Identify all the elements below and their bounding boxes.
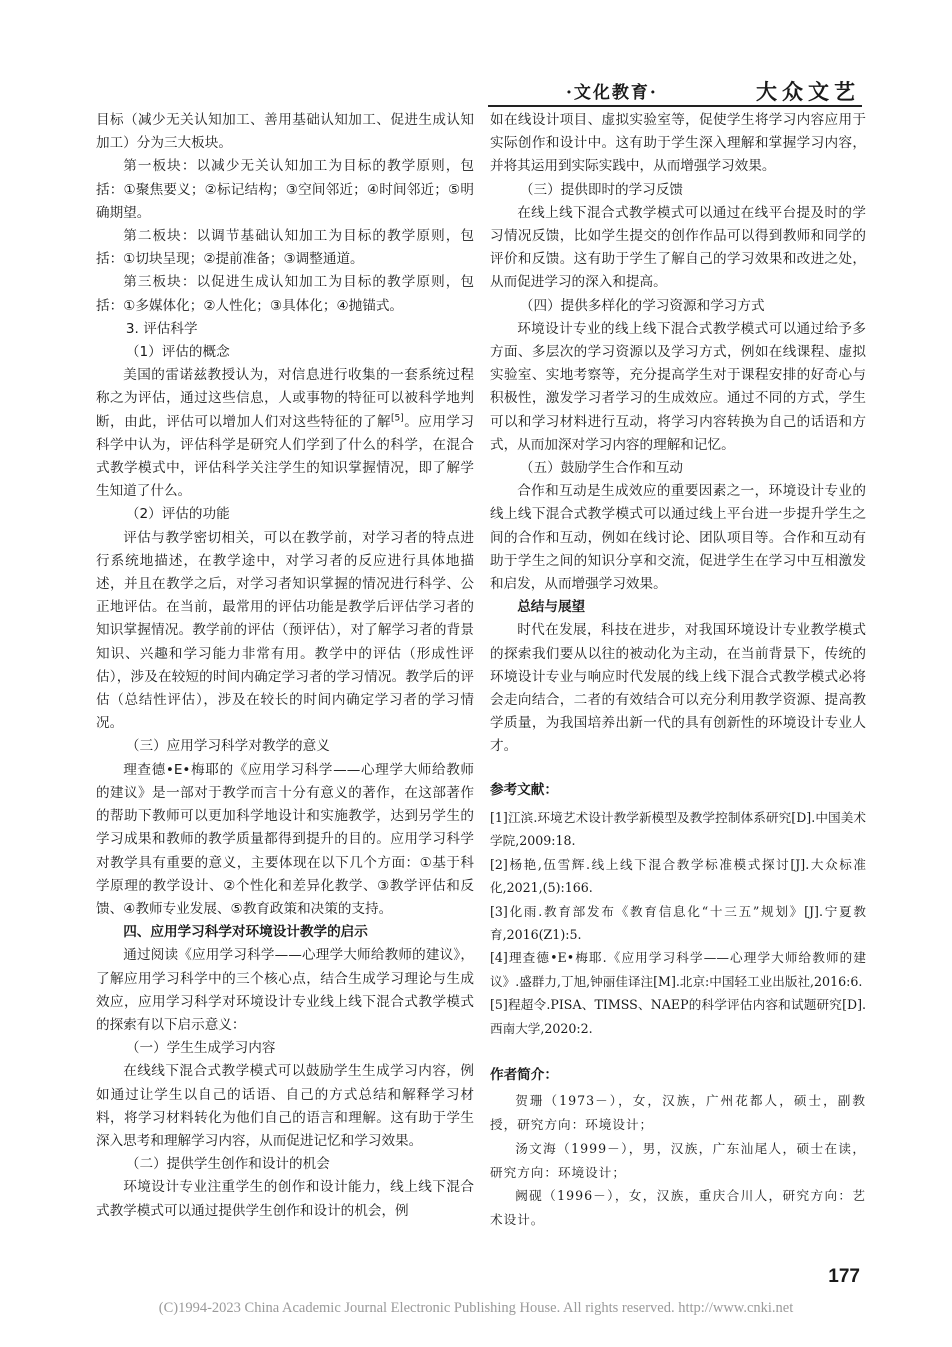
- paragraph: 环境设计专业的线上线下混合式教学模式可以通过给予多方面、多层次的学习资源以及学习方式，例如在线课程、虚拟实验室、实地考察等，充分提高学生对于课程安排的好奇心与积极性，激发学习者学习的生成效应。通过不同的方式，学生可以和学习材料进行互动，将学习内容转换为自己的话语和方式，从而加深对学习内容的理解和记忆。: [490, 320, 866, 453]
- subsection-heading: （1）评估的概念: [125, 344, 230, 361]
- author-bio-item: 阙砚（1996－），女，汉族，重庆合川人，研究方向：艺术设计。: [490, 1188, 866, 1228]
- author-bio-item: 汤文海（1999－），男，汉族，广东汕尾人，硕士在读，研究方向：环境设计；: [490, 1140, 866, 1180]
- references-list: [490, 806, 866, 1040]
- author-bio-item: 贺珊（1973－），女，汉族，广州花都人，硕士，副教授，研究方向：环境设计；: [490, 1093, 866, 1132]
- section-label: ·文化教育·: [566, 83, 658, 103]
- subsection-heading: （2）评估的功能: [125, 506, 230, 523]
- subsection-heading: 3. 评估科学: [125, 320, 198, 337]
- section-heading: 四、应用学习科学对环境设计教学的启示: [123, 924, 368, 941]
- citation-marker: [5]: [391, 413, 404, 424]
- reference-item: [3]化雨.教育部发布《教育信息化“十三五”规划》[J].宁夏教育,2016(Z1):5.: [490, 903, 866, 942]
- paragraph-text: 美国的雷诺兹教授认为，对信息进行收集的一套系统过程称之为评估，通过这些信息，人或事物的特征可以被科学地判断，由此，评估可以增加人们对这些特征的了解: [96, 367, 474, 430]
- paragraph: 环境设计专业注重学生的创作和设计能力，线上线下混合式教学模式可以通过提供学生创作和设计的机会，例: [96, 1179, 474, 1219]
- paragraph: 通过阅读《应用学习科学——心理学大师给教师的建议》，了解应用学习科学中的三个核心点，结合生成学习理论与生成效应，应用学习科学对环境设计专业线上线下混合式教学模式的探索有以下启示意义：: [96, 947, 474, 1033]
- subsection-heading: （三）应用学习科学对教学的意义: [125, 738, 330, 755]
- paragraph: 评估与教学密切相关，可以在教学前，对学习者的特点进行系统地描述，在教学途中，对学习者的反应进行具体地描述，并且在教学之后，对学习者知识掌握的情况进行科学、公正地评估。在当前，最常用的评估功能是教学后评估学习者的知识掌握情况。教学前的评估（预评估），对了解学习者的背景知识、兴趣和学习能力非常有用。教学中的评估（形成性评估），涉及在较短的时间内确定学习者的学习情况。教学后的评估（总结性评估），涉及在较长的时间内确定学习者的学习情况。: [96, 529, 474, 732]
- references-title: 参考文献：: [490, 781, 558, 798]
- subsection-heading: （二）提供学生创作和设计的机会: [125, 1156, 330, 1173]
- paragraph: 第二板块：以调节基础认知加工为目标的教学原则，包括：①切块呈现；②提前准备；③调整通道。: [96, 228, 474, 268]
- page-number: 177: [828, 1266, 860, 1287]
- reference-item: [5]程超令.PISA、TIMSS、NAEP的科学评估内容和试题研究[D].西南大学,2020:2.: [490, 997, 866, 1036]
- reference-item: [4]理查德•E•梅耶.《应用学习科学——心理学大师给教师的建议》.盛群力,丁旭,钟丽佳译注[M].北京:中国轻工业出版社,2016:6.: [490, 950, 866, 989]
- reference-item: [2]杨艳,伍雪辉.线上线下混合教学标准模式探讨[J].大众标准化,2021,(5):166.: [490, 856, 866, 896]
- copyright-notice: (C)1994-2023 China Academic Journal Electronic Publishing House. All rights reserved. http://www.cnki.net: [158, 1300, 794, 1316]
- paragraph: 如在线设计项目、虚拟实验室等，促使学生将学习内容应用于实际创作和设计中。这有助于学生深入理解和掌握学习内容，并将其运用到实际实践中，从而增强学习效果。: [490, 112, 866, 175]
- paragraph: 理查德•E•梅耶的《应用学习科学——心理学大师给教师的建议》是一部对于教学而言十分有意义的著作，在这部著作的帮助下教师可以更加科学地设计和实施教学，达到另学生的学习成果和教师的教学质量都得到提升的目的。应用学习科学对教学具有重要的意义，主要体现在以下几个方面：①基于科学原理的教学设计、②个性化和差异化教学、③教学评估和反馈、④教师专业发展、⑤教育政策和决策的支持。: [96, 761, 474, 917]
- subsection-heading: （五）鼓励学生合作和互动: [519, 460, 684, 477]
- author-bio-title: 作者简介：: [490, 1066, 558, 1083]
- page-header: [560, 78, 860, 104]
- right-column: [490, 109, 866, 1232]
- magazine-title: 大众文艺: [756, 79, 860, 104]
- reference-item: [1]江滨.环境艺术设计教学新模型及教学控制体系研究[D].中国美术学院,2009:18.: [490, 809, 866, 849]
- paragraph: 时代在发展，科技在进步，对我国环境设计专业教学模式的探索我们要从以往的被动化为主动，在当前背景下，传统的环境设计专业与响应时代发展的线上线下混合式教学模式必将会走向结合，二者的有效结合可以充分利用教学资源、提高教学质量，为我国培养出新一代的具有创新性的环境设计专业人才。: [490, 622, 866, 755]
- right-column-body: [490, 109, 866, 759]
- author-bio-list: [490, 1089, 866, 1232]
- subsection-heading: （三）提供即时的学习反馈: [519, 181, 684, 198]
- paragraph: 目标（减少无关认知加工、善用基础认知加工、促进生成认知加工）分为三大板块。: [96, 112, 474, 152]
- section-heading: 总结与展望: [517, 599, 586, 616]
- subsection-heading: （四）提供多样化的学习资源和学习方式: [519, 297, 765, 314]
- paragraph: 第三板块：以促进生成认知加工为目标的教学原则，包括：①多媒体化；②人性化；③具体化；④抛锚式。: [96, 274, 474, 314]
- header-rule: [488, 105, 862, 107]
- paragraph: 在线上线下混合式教学模式可以通过在线平台提及时的学习情况反馈，比如学生提交的创作作品可以得到教师和同学的评价和反馈。这有助于学生了解自己的学习效果和改进之处，从而促进学习的深入和提高。: [490, 204, 866, 291]
- paragraph: [96, 364, 474, 503]
- left-column: [96, 109, 474, 1223]
- paragraph: 合作和互动是生成效应的重要因素之一，环境设计专业的线上线下混合式教学模式可以通过线上平台进一步提升学生之间的合作和互动，例如在线讨论、团队项目等。合作和互动有助于学生之间的知识分享和交流，促进学生在学习中互相激发和启发，从而增强学习效果。: [490, 483, 866, 593]
- subsection-heading: （一）学生生成学习内容: [125, 1040, 276, 1057]
- paragraph-text: 。应用学习科学中认为，评估科学是研究人们学到了什么的科学，在混合式教学模式中，评估科学关注学生的知识掌握情况，即了解学生知道了什么。: [96, 413, 475, 500]
- paragraph: 第一板块：以减少无关认知加工为目标的教学原则，包括：①聚焦要义；②标记结构；③空间邻近；④时间邻近；⑤明确期望。: [96, 158, 474, 221]
- paragraph: 在线线下混合式教学模式可以鼓励学生生成学习内容，例如通过让学生以自己的话语、自己的方式总结和解释学习材料，将学习材料转化为他们自己的语言和理解。这有助于学生深入思考和理解学习内容，从而促进记忆和学习效果。: [96, 1063, 474, 1149]
